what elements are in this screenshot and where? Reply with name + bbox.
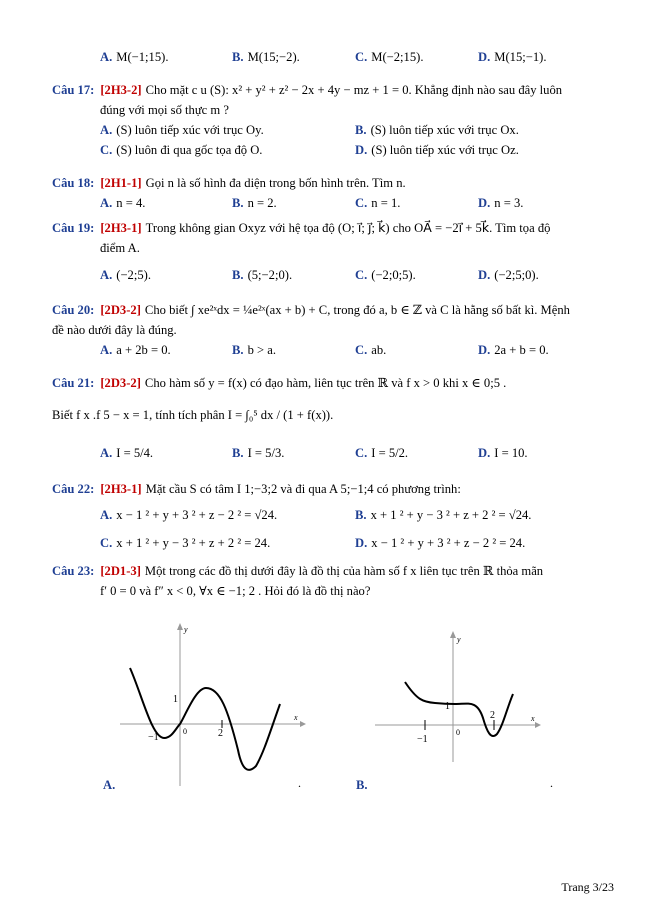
- question-20: [52, 300, 605, 360]
- question-number: Câu 20:: [52, 303, 95, 317]
- q22-options-row1: [52, 505, 605, 525]
- y-axis-arrow: [177, 623, 183, 630]
- origin-label: 0: [456, 728, 460, 737]
- level-tag: [2H1-1]: [100, 176, 142, 190]
- period-dot-a: .: [298, 776, 301, 790]
- q21-option-d[interactable]: D. I = 10.: [478, 446, 528, 460]
- q20-option-a[interactable]: A. a + 2b = 0.: [100, 343, 171, 357]
- question-number: Câu 23:: [52, 564, 95, 578]
- q19-option-d[interactable]: D. (−2;5;0).: [478, 268, 539, 282]
- origin-label: 0: [183, 727, 187, 736]
- q21-options: [52, 443, 605, 463]
- q19-option-b[interactable]: B. (5;−2;0).: [232, 268, 293, 282]
- q20-option-b[interactable]: B. b > a.: [232, 343, 276, 357]
- graph-a-label[interactable]: A.: [103, 778, 116, 792]
- question-number: Câu 21:: [52, 376, 95, 390]
- question-text: Mặt cầu S có tâm I 1;−3;2 và đi qua A 5;−1;4 có phương trình:: [145, 482, 461, 496]
- graph-b: [365, 628, 555, 768]
- q18-option-a[interactable]: A. n = 4.: [100, 196, 146, 210]
- tick-minus-1: −1: [148, 732, 159, 743]
- question-23: [52, 561, 605, 601]
- level-tag: [2H3-1]: [100, 482, 142, 496]
- question-number: Câu 19:: [52, 221, 95, 235]
- question-text: Trong không gian Oxyz với hệ tọa độ (O; i⃗; j⃗; k⃗) cho OA⃗ = −2i⃗ + 5k⃗. Tìm tọa độ: [145, 221, 551, 235]
- question-text: đúng với mọi số thực m ?: [100, 103, 229, 117]
- x-label: x: [294, 713, 298, 722]
- q18-options: [52, 193, 605, 213]
- q17-options-row1: [52, 120, 605, 140]
- q19-option-a[interactable]: A. (−2;5).: [100, 268, 151, 282]
- question-21: [52, 373, 605, 463]
- question-number: Câu 22:: [52, 482, 95, 496]
- q19-options: [52, 265, 605, 285]
- q16-option-b[interactable]: B. M(15;−2).: [232, 50, 300, 64]
- q17-option-a[interactable]: A. (S) luôn tiếp xúc với trục Oy.: [100, 123, 264, 137]
- level-tag: [2D1-3]: [100, 564, 141, 578]
- level-tag: [2D3-2]: [100, 303, 141, 317]
- x-axis-arrow: [535, 722, 541, 728]
- question-19: [52, 218, 605, 285]
- tick-minus-1: −1: [417, 734, 428, 745]
- q17-option-d[interactable]: D. (S) luôn tiếp xúc với trục Oz.: [355, 143, 519, 157]
- y-label: y: [184, 625, 188, 634]
- tick-2: 2: [218, 728, 223, 739]
- graph-b-label[interactable]: B.: [356, 778, 368, 792]
- q22-option-d[interactable]: D. x − 1 ² + y + 3 ² + z − 2 ² = 24.: [355, 536, 526, 550]
- tick-2: 2: [490, 710, 495, 721]
- q17-options-row2: [52, 140, 605, 160]
- q22-option-a[interactable]: A. x − 1 ² + y + 3 ² + z − 2 ² = √24.: [100, 508, 278, 522]
- question-number: Câu 17:: [52, 83, 95, 97]
- question-text: Biết f x .f 5 − x = 1, tính tích phân I = ∫₀⁵ dx / (1 + f(x)).: [52, 408, 334, 422]
- graph-a: [110, 620, 310, 790]
- curve-a: [130, 668, 280, 770]
- page-footer: Trang 3/23: [561, 880, 614, 894]
- question-text: f′ 0 = 0 và f″ x < 0, ∀x ∈ −1; 2 . Hỏi đó là đồ thị nào?: [100, 584, 371, 598]
- question-text: Cho biết ∫ xe²ˣdx = ¼e²ˣ(ax + b) + C, trong đó a, b ∈ ℤ và C là hằng số bất kì. Mệnh: [144, 303, 570, 317]
- q20-option-c[interactable]: C. ab.: [355, 343, 387, 357]
- question-18: [52, 173, 605, 213]
- q16-option-a[interactable]: A. M(−1;15).: [100, 50, 169, 64]
- q18-option-c[interactable]: C. n = 1.: [355, 196, 401, 210]
- q18-option-d[interactable]: D. n = 3.: [478, 196, 524, 210]
- q19-option-c[interactable]: C. (−2;0;5).: [355, 268, 416, 282]
- question-text: đề nào dưới đây là đúng.: [52, 323, 177, 337]
- q22-options-row2: [52, 533, 605, 553]
- tick-1: 1: [173, 694, 178, 705]
- question-text: Một trong các đồ thị dưới đây là đồ thị của hàm số f x liên tục trên ℝ thỏa mãn: [144, 564, 544, 578]
- tick-1: 1: [445, 701, 450, 712]
- question-22: [52, 479, 605, 553]
- q16-option-d[interactable]: D. M(15;−1).: [478, 50, 547, 64]
- question-17: [52, 80, 605, 160]
- x-axis-arrow: [300, 721, 306, 727]
- period-dot-b: .: [550, 776, 553, 790]
- q17-option-b[interactable]: B. (S) luôn tiếp xúc với trục Ox.: [355, 123, 519, 137]
- x-label: x: [531, 714, 535, 723]
- q22-option-b[interactable]: B. x + 1 ² + y − 3 ² + z + 2 ² = √24.: [355, 508, 532, 522]
- level-tag: [2D3-2]: [100, 376, 141, 390]
- question-number: Câu 18:: [52, 176, 95, 190]
- question-text: Cho mặt c u (S): x² + y² + z² − 2x + 4y − mz + 1 = 0. Khẳng định nào sau đây luôn: [145, 83, 563, 97]
- q22-option-c[interactable]: C. x + 1 ² + y − 3 ² + z + 2 ² = 24.: [100, 536, 271, 550]
- q17-option-c[interactable]: C. (S) luôn đi qua gốc tọa độ O.: [100, 143, 263, 157]
- question-text: Gọi n là số hình đa diện trong bốn hình trên. Tìm n.: [145, 176, 406, 190]
- q20-options: [52, 340, 605, 360]
- q18-option-b[interactable]: B. n = 2.: [232, 196, 277, 210]
- q21-option-c[interactable]: C. I = 5/2.: [355, 446, 409, 460]
- level-tag: [2H3-2]: [100, 83, 142, 97]
- q16-option-c[interactable]: C. M(−2;15).: [355, 50, 424, 64]
- level-tag: [2H3-1]: [100, 221, 142, 235]
- q16-options: [52, 47, 605, 67]
- y-label: y: [457, 635, 461, 644]
- question-text: điểm A.: [100, 241, 140, 255]
- q21-option-b[interactable]: B. I = 5/3.: [232, 446, 285, 460]
- y-axis-arrow: [450, 631, 456, 638]
- q20-option-d[interactable]: D. 2a + b = 0.: [478, 343, 549, 357]
- q21-option-a[interactable]: A. I = 5/4.: [100, 446, 154, 460]
- question-text: Cho hàm số y = f(x) có đạo hàm, liên tục trên ℝ và f x > 0 khi x ∈ 0;5 .: [144, 376, 507, 390]
